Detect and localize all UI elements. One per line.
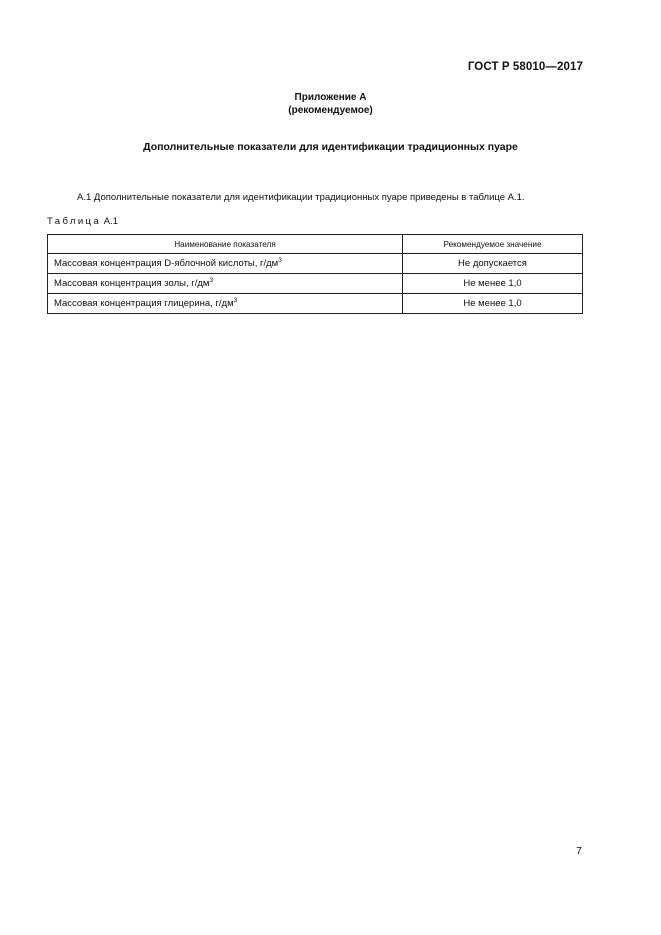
section-heading: Дополнительные показатели для идентификации традиционных пуаре [143, 141, 518, 153]
indicator-name-cell [48, 254, 403, 274]
table-caption [47, 216, 118, 227]
recommended-value: Не менее 1,0 [403, 294, 583, 314]
unit-power: 3 [209, 277, 214, 284]
header-recommended-value: Рекомендуемое значение [403, 235, 583, 254]
body-paragraph: А.1 Дополнительные показатели для идентификации традиционных пуаре приведены в таблице А.1. [77, 192, 525, 203]
table-header-row [48, 235, 583, 254]
table-row [48, 274, 583, 294]
header-indicator-name: Наименование показателя [48, 235, 403, 254]
page-number: 7 [576, 845, 582, 857]
table-row [48, 254, 583, 274]
recommended-value: Не допускается [403, 254, 583, 274]
appendix-title-block [0, 92, 661, 117]
indicator-name-cell [48, 274, 403, 294]
table-row [48, 294, 583, 314]
unit-power: 3 [233, 297, 238, 304]
indicator-name: Массовая концентрация D-яблочной кислоты, г/дм [54, 258, 279, 269]
appendix-subtitle: (рекомендуемое) [288, 104, 373, 116]
unit-power: 3 [278, 257, 282, 264]
appendix-title: Приложение А [294, 92, 367, 103]
indicator-name: Массовая концентрация глицерина, г/дм [54, 298, 234, 309]
indicator-name-cell [48, 294, 403, 314]
table-caption-number: А.1 [103, 216, 118, 227]
indicator-name: Массовая концентрация золы, г/дм [54, 278, 210, 289]
document-code: ГОСТ Р 58010—2017 [467, 61, 583, 73]
indicators-table [47, 234, 583, 314]
recommended-value: Не менее 1,0 [403, 274, 583, 294]
table-caption-word: Таблица [47, 216, 102, 227]
